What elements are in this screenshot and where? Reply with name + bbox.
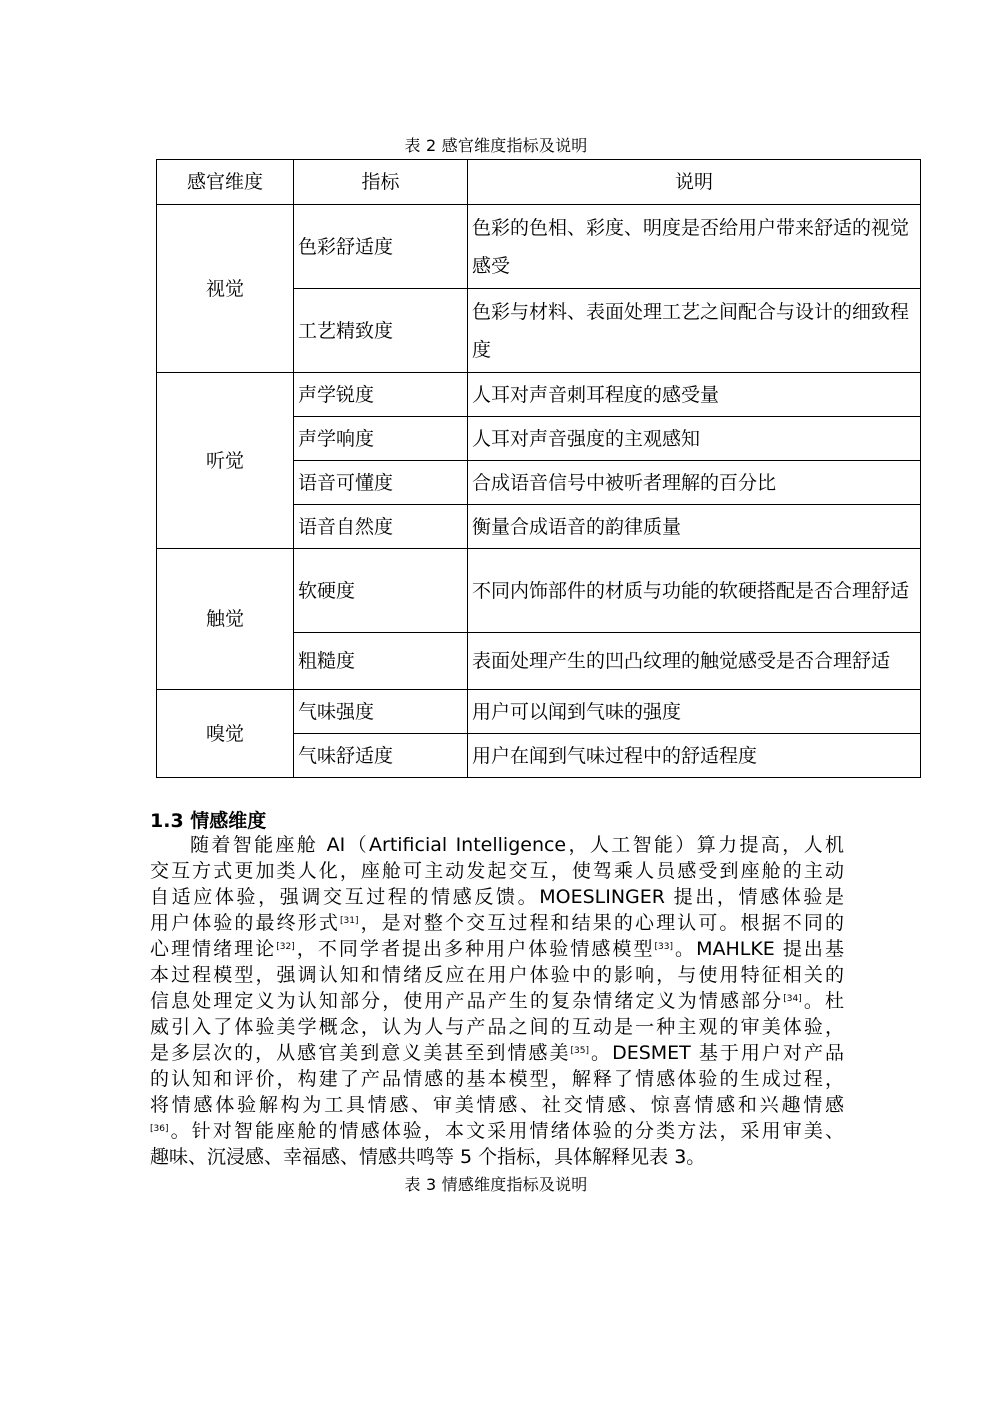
description-cell: 合成语音信号中被听者理解的百分比 xyxy=(468,461,921,505)
paragraph-line: 趣味、沉浸感、幸福感、情感共鸣等 5 个指标，具体解释见表 3。 xyxy=(150,1146,706,1168)
header-description: 说明 xyxy=(468,160,921,205)
text-run: 是多层次的，从感官美到意义美甚至到情感美 xyxy=(150,1042,571,1064)
text-run: 用户体验的最终形式 xyxy=(150,912,340,934)
description-cell: 人耳对声音刺耳程度的感受量 xyxy=(468,373,921,417)
description-cell: 人耳对声音强度的主观感知 xyxy=(468,417,921,461)
dimension-cell: 听觉 xyxy=(157,373,294,549)
paragraph-line: 将情感体验解构为工具情感、审美情感、社交情感、惊喜情感和兴趣情感 xyxy=(150,1094,844,1116)
paragraph-line: 交互方式更加类人化，座舱可主动发起交互，使驾乘人员感受到座舱的主动 xyxy=(150,860,844,882)
dimension-cell: 视觉 xyxy=(157,205,294,373)
paragraph-line xyxy=(150,1118,844,1144)
text-run: 。MAHLKE 提出基 xyxy=(673,938,844,960)
paragraph-line xyxy=(150,988,844,1014)
section-heading: 1.3 情感维度 xyxy=(150,810,267,832)
description-cell: 色彩的色相、彩度、明度是否给用户带来舒适的视觉感受 xyxy=(468,205,921,289)
table2-caption: 表 2 感官维度指标及说明 xyxy=(404,136,588,155)
indicator-cell: 气味强度 xyxy=(294,690,468,734)
table3-caption: 表 3 情感维度指标及说明 xyxy=(404,1175,588,1194)
table-row xyxy=(157,205,921,289)
dimension-cell: 嗅觉 xyxy=(157,690,294,778)
indicator-cell: 气味舒适度 xyxy=(294,734,468,778)
indicator-cell: 语音可懂度 xyxy=(294,461,468,505)
table-header-row xyxy=(157,160,921,205)
body-paragraph xyxy=(150,832,844,1170)
indicator-cell: 色彩舒适度 xyxy=(294,205,468,289)
paragraph-line: 自适应体验，强调交互过程的情感反馈。MOESLINGER 提出，情感体验是 xyxy=(150,886,844,908)
description-cell: 衡量合成语音的韵律质量 xyxy=(468,505,921,549)
sensory-dimension-table xyxy=(156,159,921,778)
dimension-cell: 触觉 xyxy=(157,549,294,690)
citation-34: [34] xyxy=(783,994,802,1004)
indicator-cell: 工艺精致度 xyxy=(294,289,468,373)
description-cell: 用户在闻到气味过程中的舒适程度 xyxy=(468,734,921,778)
paragraph-line xyxy=(150,1040,844,1066)
header-dimension: 感官维度 xyxy=(157,160,294,205)
indicator-cell: 粗糙度 xyxy=(294,633,468,690)
citation-31: [31] xyxy=(339,916,359,926)
description-cell: 色彩与材料、表面处理工艺之间配合与设计的细致程度 xyxy=(468,289,921,373)
text-run: 。针对智能座舱的情感体验，本文采用情绪体验的分类方法，采用审美、 xyxy=(168,1120,844,1142)
text-run: 。杜 xyxy=(801,990,844,1012)
indicator-cell: 声学锐度 xyxy=(294,373,468,417)
description-cell: 不同内饰部件的材质与功能的软硬搭配是否合理舒适 xyxy=(468,549,921,633)
citation-33: [33] xyxy=(654,942,673,952)
paragraph-line xyxy=(150,936,844,962)
indicator-cell: 声学响度 xyxy=(294,417,468,461)
description-cell: 用户可以闻到气味的强度 xyxy=(468,690,921,734)
paragraph-line: 随着智能座舱 AI（Artificial Intelligence，人工智能）算力提高，人机 xyxy=(190,834,844,856)
citation-35: [35] xyxy=(570,1046,590,1056)
text-run: 。DESMET 基于用户对产品 xyxy=(589,1042,844,1064)
header-indicator: 指标 xyxy=(294,160,468,205)
table-row xyxy=(157,690,921,734)
text-run: ，是对整个交互过程和结果的心理认可。根据不同的 xyxy=(358,912,844,934)
paragraph-line: 威引入了体验美学概念，认为人与产品之间的互动是一种主观的审美体验， xyxy=(150,1016,844,1038)
text-run: 心理情绪理论 xyxy=(150,938,277,960)
citation-36: [36] xyxy=(150,1124,169,1134)
indicator-cell: 语音自然度 xyxy=(294,505,468,549)
text-run: ，不同学者提出多种用户体验情感模型 xyxy=(294,938,655,960)
paragraph-line: 本过程模型，强调认知和情绪反应在用户体验中的影响，与使用特征相关的 xyxy=(150,964,844,986)
table-row xyxy=(157,549,921,633)
table-row xyxy=(157,373,921,417)
description-cell: 表面处理产生的凹凸纹理的触觉感受是否合理舒适 xyxy=(468,633,921,690)
indicator-cell: 软硬度 xyxy=(294,549,468,633)
paragraph-line xyxy=(150,910,844,936)
citation-32: [32] xyxy=(276,942,295,952)
paragraph-line: 的认知和评价，构建了产品情感的基本模型，解释了情感体验的生成过程， xyxy=(150,1068,844,1090)
text-run: 信息处理定义为认知部分，使用产品产生的复杂情绪定义为情感部分 xyxy=(150,990,784,1012)
